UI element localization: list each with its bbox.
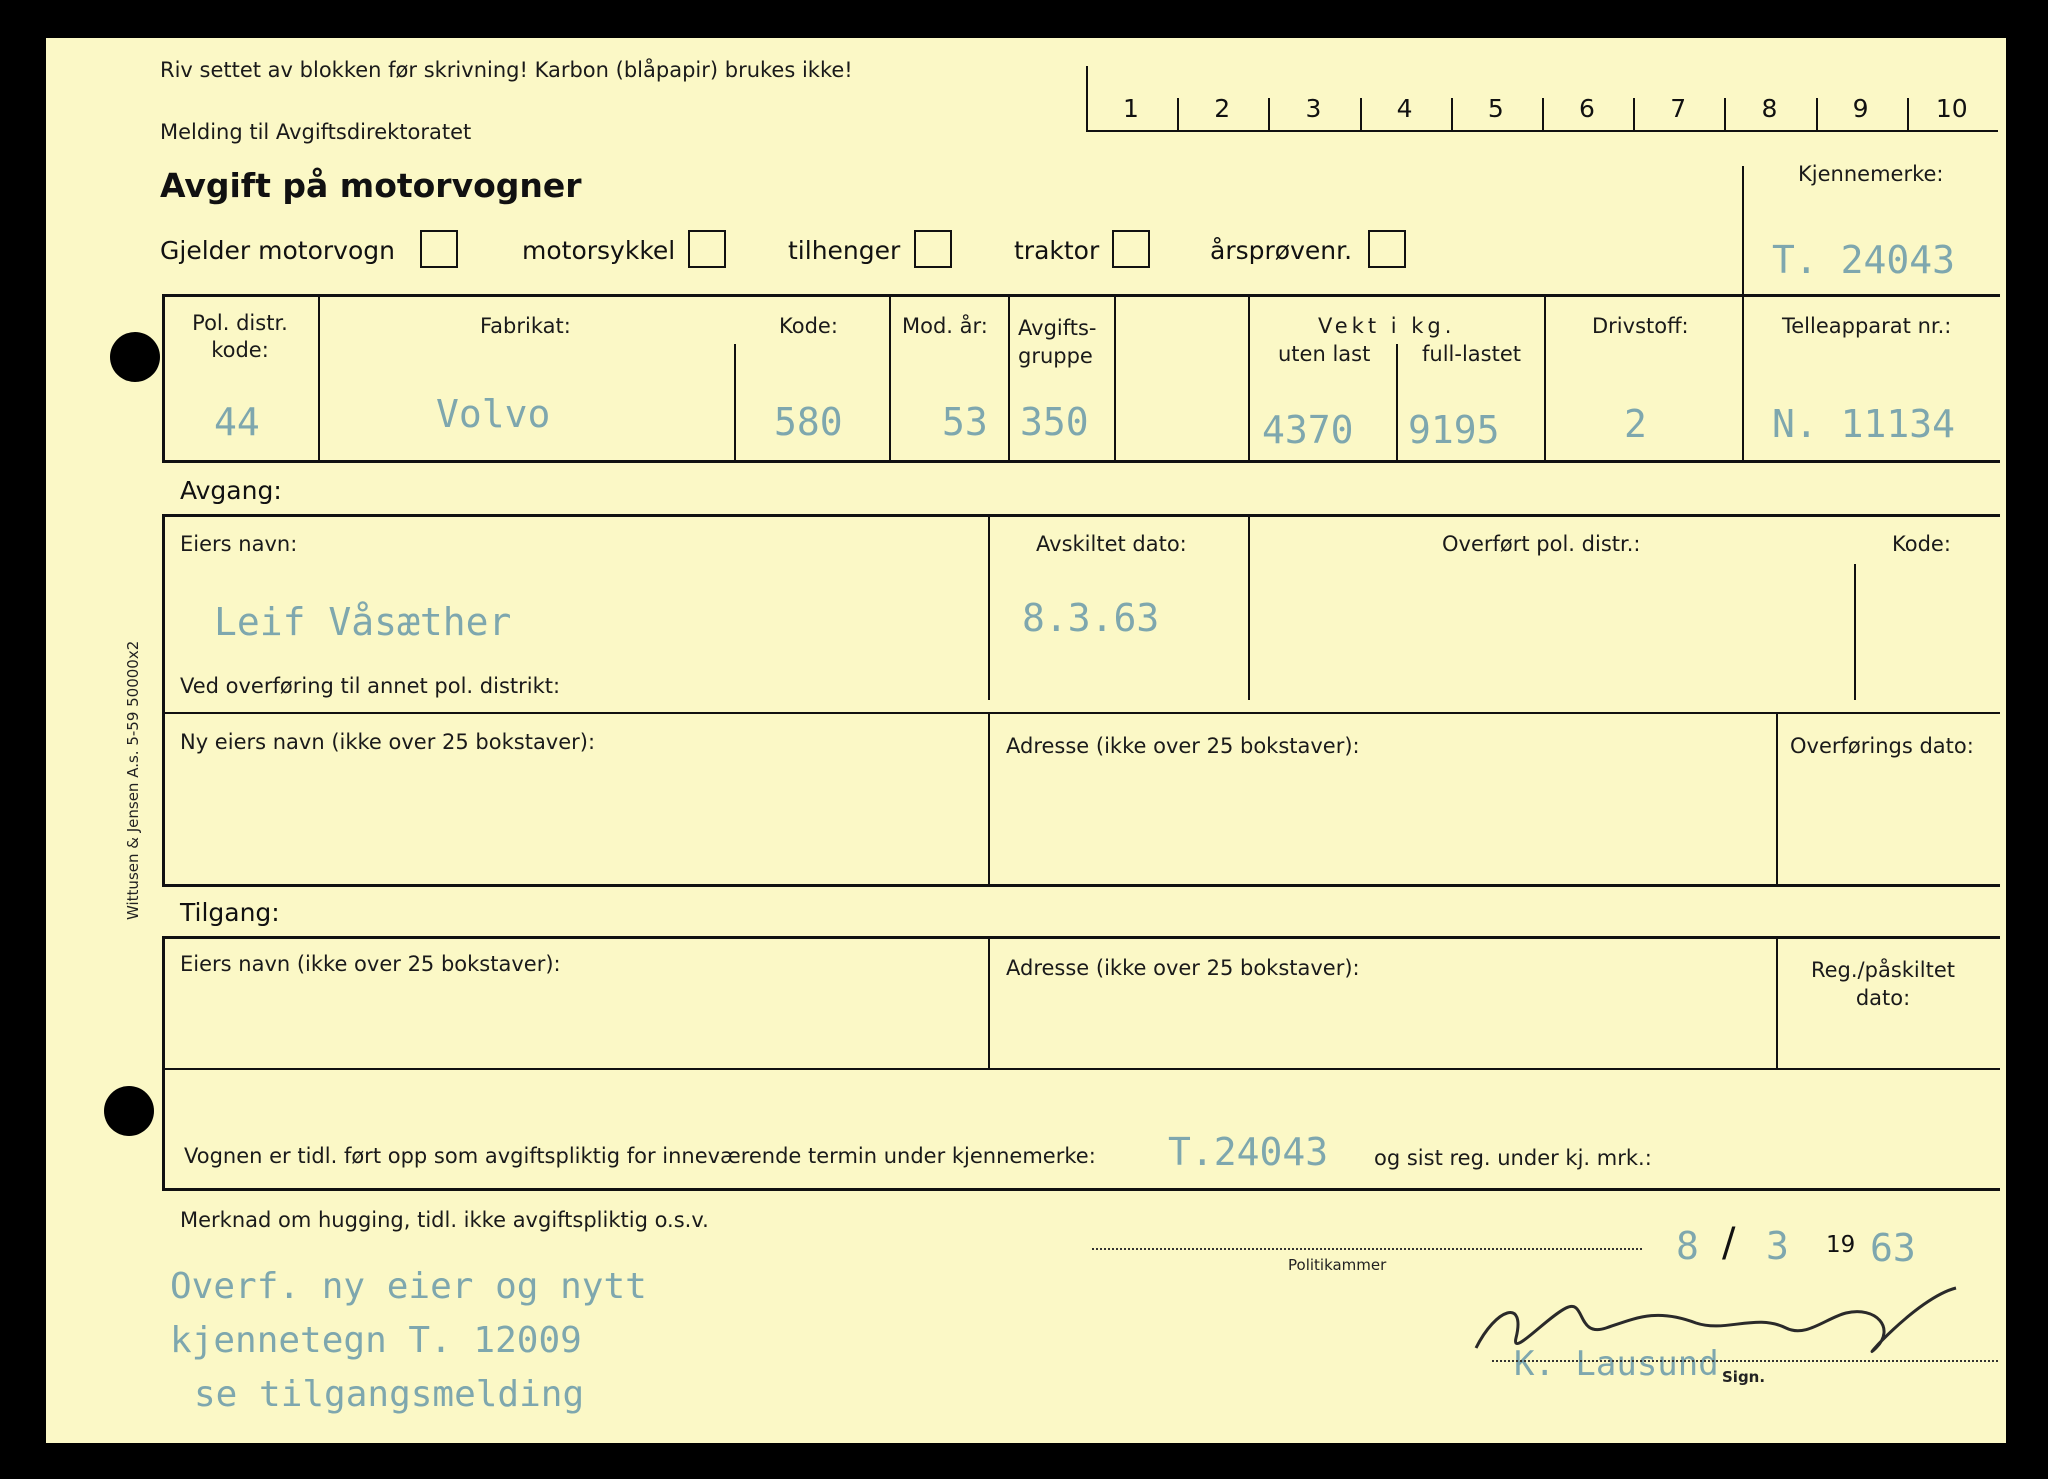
number-box-divider — [1542, 98, 1544, 132]
number-box-divider — [1907, 98, 1909, 132]
number-box-8: 8 — [1761, 94, 1778, 123]
number-box-divider — [1451, 98, 1453, 132]
kode-label: Kode: — [779, 314, 838, 338]
col-divider — [1248, 294, 1250, 462]
col-divider — [318, 294, 320, 462]
label-motorvogn: Gjelder motorvogn — [160, 236, 395, 265]
pol-distr-value: 44 — [214, 400, 260, 444]
label-motorsykkel: motorsykkel — [522, 236, 676, 265]
avgang-eiers-navn-value: Leif Våsæther — [214, 600, 512, 644]
date-year: 63 — [1870, 1226, 1916, 1270]
telleapparat-label: Telleapparat nr.: — [1782, 314, 1952, 338]
avgang-adresse-label: Adresse (ikke over 25 bokstaver): — [1006, 734, 1360, 758]
vehicle-table-bottom — [162, 460, 2000, 463]
date-separator: / — [1722, 1220, 1736, 1266]
tilgang-label: Tilgang: — [180, 898, 280, 927]
avgiftsgruppe-value: 350 — [1020, 400, 1089, 444]
tidl-value: T.24043 — [1168, 1130, 1329, 1174]
punch-hole-top — [110, 332, 160, 382]
fabrikat-label: Fabrikat: — [480, 314, 571, 338]
number-box-3: 3 — [1305, 94, 1322, 123]
col-divider — [1114, 294, 1116, 462]
printer-imprint: Wittusen & Jensen A.s. 5-59 50000x2 — [124, 640, 142, 920]
checkbox-motorvogn[interactable] — [420, 230, 458, 268]
tilgang-bottom — [162, 1188, 2000, 1191]
merknad-label: Merknad om hugging, tidl. ikke avgiftspliktig o.s.v. — [180, 1208, 709, 1232]
form-subtitle: Melding til Avgiftsdirektoratet — [160, 120, 472, 144]
politikammer-label: Politikammer — [1288, 1256, 1387, 1274]
number-box-divider — [1724, 98, 1726, 132]
punch-hole-bottom — [104, 1086, 154, 1136]
label-traktor: traktor — [1014, 236, 1100, 265]
merknad-line-3: se tilgangsmelding — [194, 1374, 585, 1415]
full-lastet-label: full-lastet — [1422, 342, 1521, 366]
col-divider — [1854, 564, 1856, 700]
drivstoff-label: Drivstoff: — [1592, 314, 1689, 338]
number-box-divider — [1177, 98, 1179, 132]
checkbox-traktor[interactable] — [1112, 230, 1150, 268]
tax-form-card — [46, 38, 2006, 1443]
vehicle-table-top — [162, 294, 2000, 297]
number-box-7: 7 — [1670, 94, 1687, 123]
avskiltet-label: Avskiltet dato: — [1036, 532, 1187, 556]
checkbox-tilhenger[interactable] — [914, 230, 952, 268]
col-divider — [1544, 294, 1546, 462]
col-divider — [1396, 344, 1398, 462]
sign-label: Sign. — [1722, 1368, 1766, 1386]
sist-reg-label: og sist reg. under kj. mrk.: — [1374, 1146, 1652, 1170]
number-box-10: 10 — [1935, 94, 1968, 123]
avgang-bottom — [162, 884, 2000, 887]
number-box-4: 4 — [1396, 94, 1413, 123]
vekt-label: Vekt i kg. — [1318, 314, 1456, 338]
col-divider — [988, 514, 990, 700]
tidl-label: Vognen er tidl. ført opp som avgiftspliktig for inneværende termin under kjennemerke: — [184, 1144, 1096, 1168]
avgang-label: Avgang: — [180, 476, 282, 505]
pol-distr-label: Pol. distr. kode: — [192, 311, 288, 362]
overfort-label: Overført pol. distr.: — [1442, 532, 1641, 556]
signer-name: K. Lausund — [1514, 1344, 1719, 1384]
sign-line — [1492, 1360, 1998, 1362]
label-tilhenger: tilhenger — [788, 236, 901, 265]
ved-overforing-label: Ved overføring til annet pol. distrikt: — [180, 674, 561, 698]
checkbox-motorsykkel[interactable] — [688, 230, 726, 268]
col-divider — [734, 344, 736, 462]
number-box-9: 9 — [1852, 94, 1869, 123]
date-month: 3 — [1766, 1224, 1789, 1268]
drivstoff-value: 2 — [1624, 402, 1647, 446]
avgang-left — [162, 514, 165, 886]
avgiftsgruppe-label: Avgifts-gruppe — [1018, 316, 1097, 368]
tidl-top — [162, 1068, 2000, 1070]
number-box-divider — [1268, 98, 1270, 132]
merknad-line-1: Overf. ny eier og nytt — [170, 1266, 647, 1307]
uten-last-value: 4370 — [1262, 408, 1354, 452]
col-divider — [988, 712, 990, 886]
col-divider — [1742, 294, 1744, 462]
overforings-dato-label: Overførings dato: — [1790, 734, 1974, 758]
avgang-kode-label: Kode: — [1892, 532, 1951, 556]
ny-eier-label: Ny eiers navn (ikke over 25 bokstaver): — [180, 730, 596, 754]
number-box-6: 6 — [1579, 94, 1595, 123]
col-divider — [1008, 294, 1010, 462]
number-box-divider — [1816, 98, 1818, 132]
date-century: 19 — [1826, 1232, 1856, 1258]
mod-ar-label: Mod. år: — [902, 314, 988, 338]
number-box-5: 5 — [1487, 94, 1504, 123]
col-divider — [1248, 514, 1250, 700]
fabrikat-value: Volvo — [436, 392, 551, 436]
vehicle-table-left — [162, 294, 165, 462]
merknad-line-2: kjennetegn T. 12009 — [170, 1320, 582, 1361]
col-divider — [889, 294, 891, 462]
full-lastet-value: 9195 — [1408, 408, 1500, 452]
col-divider — [1776, 936, 1778, 1070]
number-box-1: 1 — [1123, 94, 1139, 123]
kjennemerke-value: T. 24043 — [1772, 238, 1956, 282]
reg-dato-label: Reg./påskiltet dato: — [1810, 958, 1955, 1010]
tilgang-adresse-label: Adresse (ikke over 25 bokstaver): — [1006, 956, 1360, 980]
kjennemerke-label: Kjennemerke: — [1798, 162, 1944, 186]
avgang-eiers-navn-label: Eiers navn: — [180, 532, 298, 556]
kode-value: 580 — [774, 400, 843, 444]
tilgang-top — [162, 936, 2000, 939]
form-title: Avgift på motorvogner — [160, 166, 582, 205]
ny-eier-top — [162, 712, 2000, 714]
avskiltet-value: 8.3.63 — [1022, 596, 1160, 640]
mod-ar-value: 53 — [942, 400, 988, 444]
number-box-divider — [1360, 98, 1362, 132]
col-divider — [988, 936, 990, 1070]
uten-last-label: uten last — [1278, 342, 1371, 366]
instruction-text: Riv settet av blokken før skrivning! Karbon (blåpapir) brukes ikke! — [160, 58, 853, 82]
telleapparat-value: N. 11134 — [1772, 402, 1956, 446]
tilgang-eiers-navn-label: Eiers navn (ikke over 25 bokstaver): — [180, 952, 561, 976]
date-day: 8 — [1676, 1224, 1699, 1268]
checkbox-arsprovenr[interactable] — [1368, 230, 1406, 268]
tilgang-left — [162, 936, 165, 1190]
avgang-top — [162, 514, 2000, 517]
col-divider — [1776, 712, 1778, 886]
number-box-divider — [1633, 98, 1635, 132]
politikammer-line — [1092, 1248, 1642, 1250]
label-arsprovenr: årsprøvenr. — [1210, 236, 1353, 265]
number-box-2: 2 — [1214, 94, 1231, 123]
